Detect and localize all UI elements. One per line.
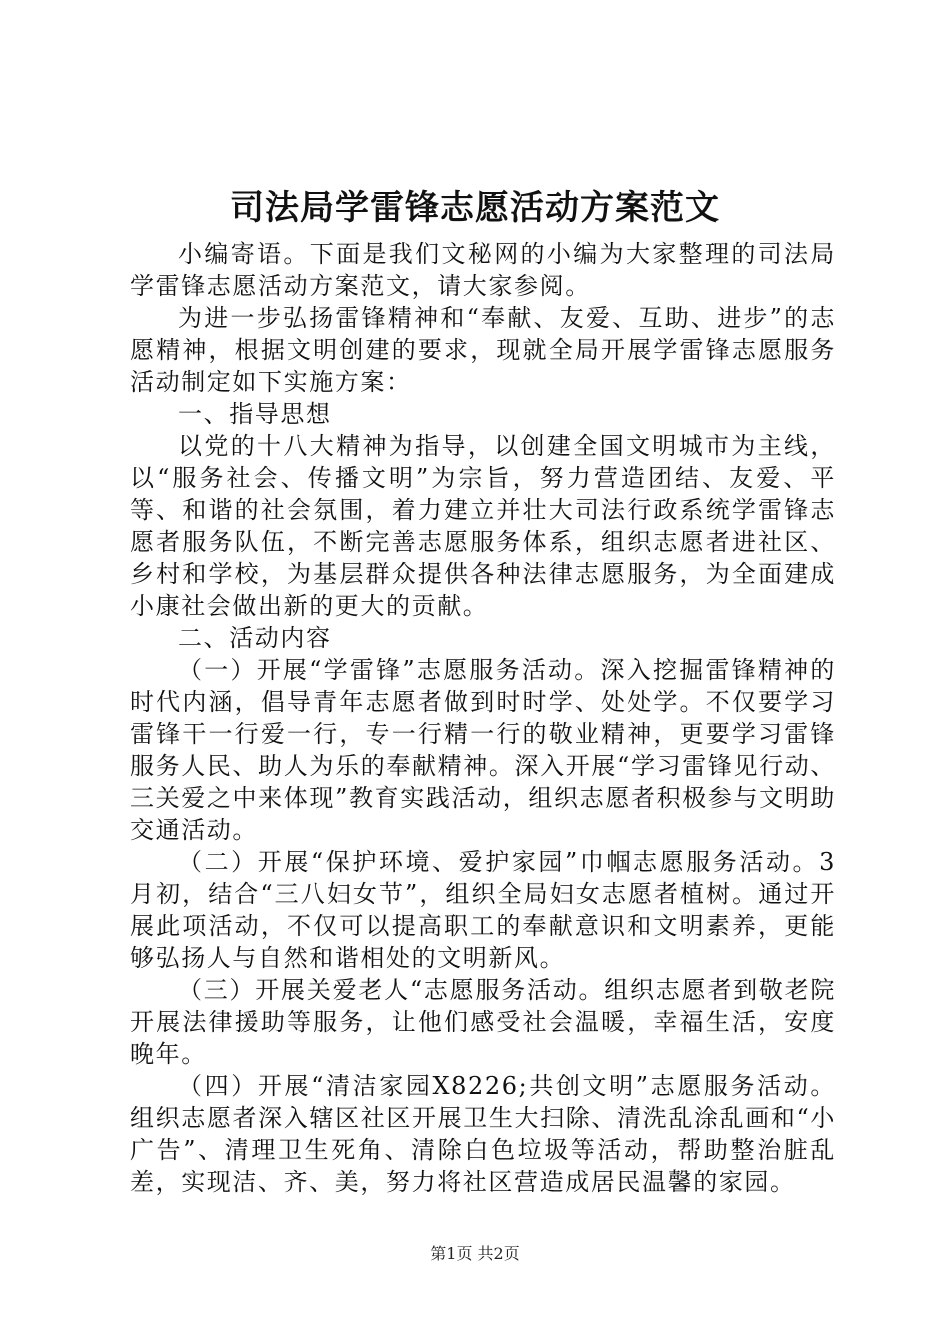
page-footer: 第1页 共2页 — [430, 1244, 520, 1263]
paragraph-activity-1: （一）开展“学雷锋”志愿服务活动。深入挖掘雷锋精神的时代内涵，倡导青年志愿者做到时时学、处处学。不仅要学习雷锋干一行爱一行，专一行精一行的敬业精神，更要学习雷锋服务人民、助人为乐的奉献精神。深入开展“学习雷锋见行动、三关爱之中来体现”教育实践活动，组织志愿者积极参与文明助交通活动。 — [130, 656, 836, 844]
document-title: 司法局学雷锋志愿活动方案范文 — [230, 188, 720, 228]
section-heading-activity-content: 二、活动内容 — [178, 624, 332, 652]
paragraph-intro: 小编寄语。下面是我们文秘网的小编为大家整理的司法局学雷锋志愿活动方案范文，请大家参阅。 — [130, 240, 836, 300]
document-body — [130, 238, 836, 1198]
paragraph-activity-4: （四）开展“清洁家园X8226;共创文明”志愿服务活动。组织志愿者深入辖区社区开展卫生大扫除、清洗乱涂乱画和“小广告”、清理卫生死角、清除白色垃圾等活动，帮助整治脏乱差，实现洁、齐、美，努力将社区营造成居民温馨的家园。 — [130, 1072, 836, 1196]
paragraph-purpose: 为进一步弘扬雷锋精神和“奉献、友爱、互助、进步”的志愿精神，根据文明创建的要求，现就全局开展学雷锋志愿服务活动制定如下实施方案： — [130, 304, 836, 396]
paragraph-guiding-thought: 以党的十八大精神为指导，以创建全国文明城市为主线，以“服务社会、传播文明”为宗旨，努力营造团结、友爱、平等、和谐的社会氛围，着力建立并壮大司法行政系统学雷锋志愿者服务队伍，不断完善志愿服务体系，组织志愿者进社区、乡村和学校，为基层群众提供各种法律志愿服务，为全面建成小康社会做出新的更大的贡献。 — [130, 432, 836, 620]
paragraph-activity-2: （二）开展“保护环境、爱护家园”巾帼志愿服务活动。3月初，结合“三八妇女节”，组织全局妇女志愿者植树。通过开展此项活动，不仅可以提高职工的奉献意识和文明素养，更能够弘扬人与自然和谐相处的文明新风。 — [130, 848, 836, 972]
section-heading-guiding-thought: 一、指导思想 — [178, 400, 332, 428]
paragraph-activity-3: （三）开展关爱老人“志愿服务活动。组织志愿者到敬老院开展法律援助等服务，让他们感受社会温暖，幸福生活，安度晚年。 — [130, 976, 836, 1068]
